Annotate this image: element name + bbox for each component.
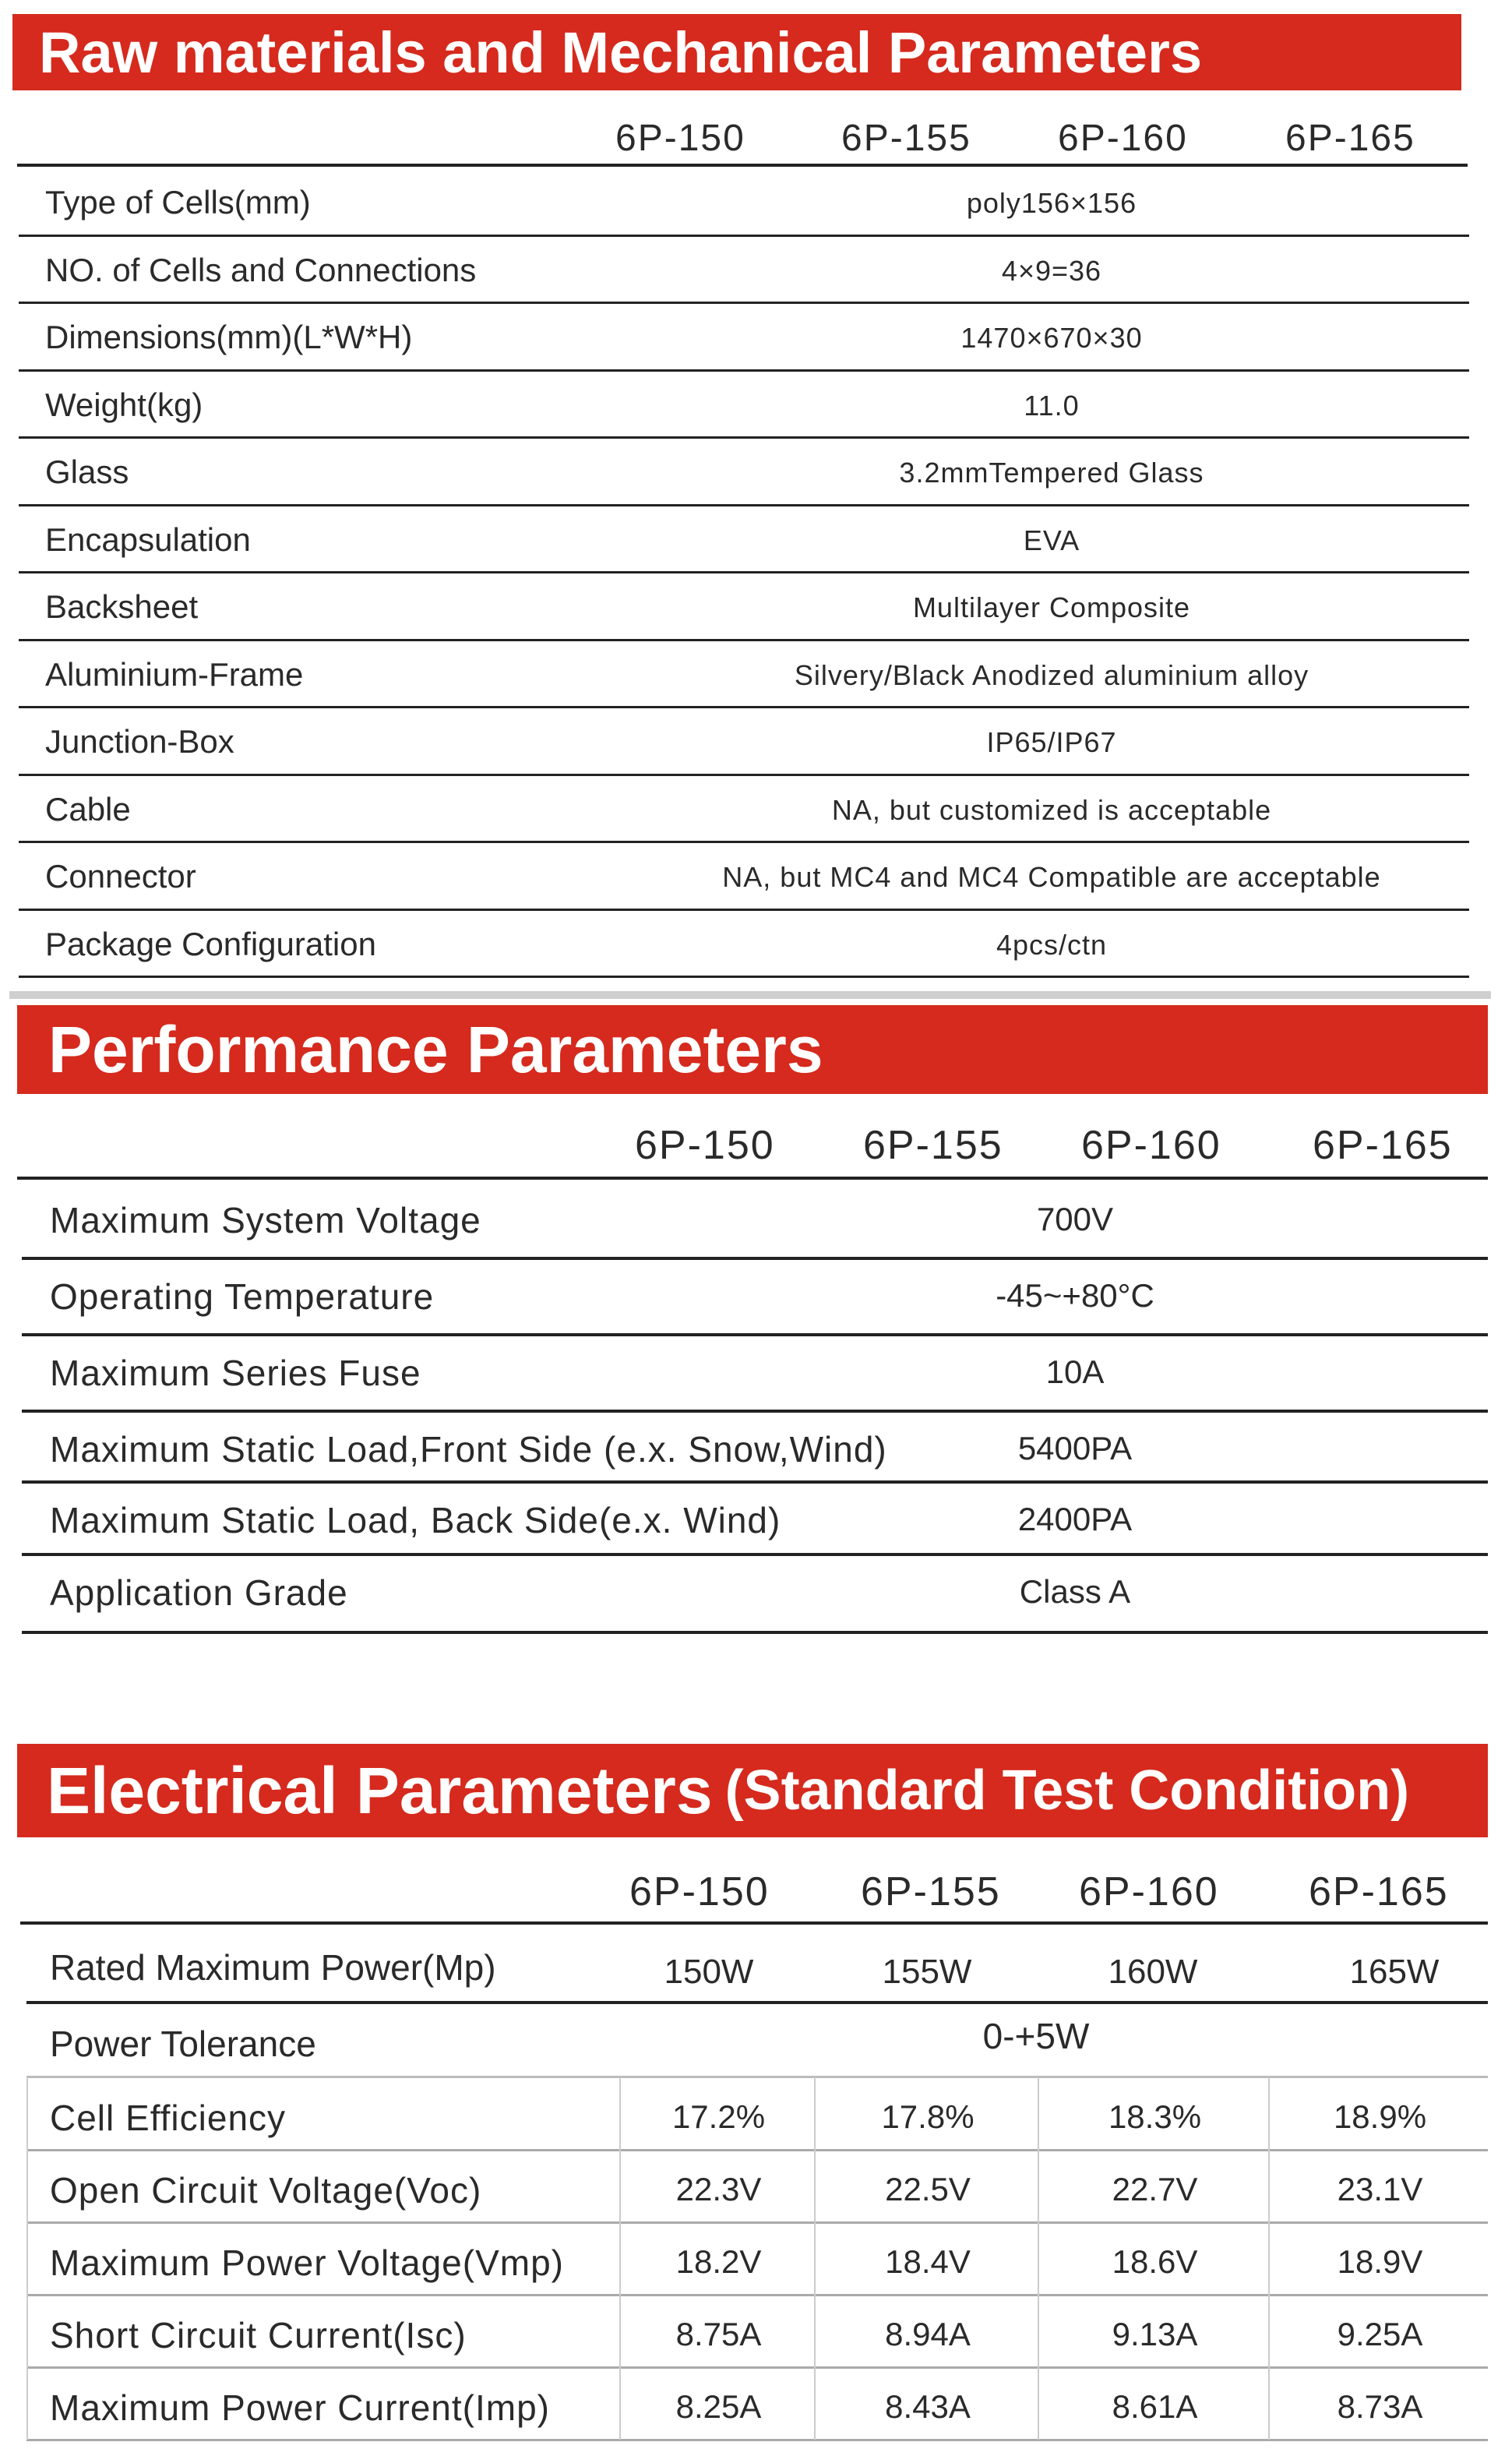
raw-row-label: Glass	[45, 453, 129, 490]
elec-row-value: 22.3V	[675, 2171, 762, 2207]
raw-row-rule	[19, 571, 1469, 573]
electrical-banner	[17, 1744, 1488, 1837]
raw-row-value: IP65/IP67	[986, 726, 1117, 758]
elec-row-label: Maximum Power Voltage(Vmp)	[50, 2243, 564, 2283]
perf-row-value: Class A	[1019, 1573, 1131, 1610]
raw-header-rule	[17, 164, 1468, 167]
power-tolerance-value: 0-+5W	[982, 2016, 1090, 2056]
elec-grid-divider	[1038, 2077, 1039, 2440]
rated-power-value-3: 160W	[1108, 1953, 1198, 1991]
elec-row-value: 18.3%	[1108, 2098, 1202, 2135]
elec-grid-divider	[619, 2077, 621, 2440]
elec-row-value: 8.73A	[1337, 2388, 1423, 2425]
perf-header-model-2: 6P-155	[863, 1123, 1003, 1168]
raw-header-model-4: 6P-165	[1285, 118, 1415, 159]
section-divider	[9, 991, 1491, 999]
raw-row-value: Silvery/Black Anodized aluminium alloy	[794, 658, 1309, 691]
perf-header-model-1: 6P-150	[635, 1123, 775, 1168]
raw-row-label: Junction-Box	[45, 723, 234, 760]
perf-row-value: 5400PA	[1017, 1430, 1133, 1466]
raw-row-label: Backsheet	[45, 588, 199, 625]
elec-row-value: 22.5V	[885, 2171, 971, 2207]
raw-row-rule	[19, 639, 1469, 641]
elec-header-model-4: 6P-165	[1309, 1869, 1449, 1914]
elec-row-value: 8.94A	[885, 2316, 971, 2352]
raw-row-label: Aluminium-Frame	[45, 655, 304, 693]
perf-row-rule	[22, 1410, 1488, 1413]
elec-row-value: 9.13A	[1112, 2316, 1198, 2352]
electrical-subtitle: (Standard Test Condition)	[724, 1759, 1410, 1822]
raw-row-value: 4×9=36	[1001, 254, 1102, 287]
perf-row-rule	[22, 1333, 1488, 1336]
raw-row-rule	[19, 706, 1469, 708]
electrical-title: Electrical Parameters	[47, 1753, 713, 1827]
raw-row-value: 4pcs/ctn	[996, 928, 1108, 961]
elec-row-label: Short Circuit Current(Isc)	[50, 2315, 467, 2355]
raw-row-value: poly156×156	[966, 187, 1137, 219]
raw-row-rule	[19, 302, 1469, 304]
raw-row-label: Weight(kg)	[45, 386, 203, 423]
performance-title: Performance Parameters	[48, 1012, 823, 1086]
rated-power-value-4: 165W	[1349, 1953, 1440, 1991]
raw-row-rule	[19, 504, 1469, 506]
raw-row-label: Connector	[45, 858, 196, 895]
rated-power-rule	[26, 2001, 1488, 2004]
perf-header-model-3: 6P-160	[1081, 1123, 1221, 1168]
elec-row-value: 8.43A	[885, 2388, 971, 2425]
perf-row-label: Maximum Static Load,Front Side (e.x. Snow,Wind)	[50, 1429, 887, 1470]
raw-header-model-3: 6P-160	[1058, 118, 1188, 159]
perf-row-label: Maximum Series Fuse	[50, 1353, 421, 1393]
raw-materials-banner	[12, 14, 1461, 90]
elec-row-value: 18.9%	[1333, 2098, 1427, 2135]
rated-power-label: Rated Maximum Power(Mp)	[50, 1947, 496, 1988]
elec-row-label: Cell Efficiency	[50, 2098, 287, 2138]
elec-row-label: Maximum Power Current(Imp)	[50, 2387, 550, 2428]
power-tolerance-label: Power Tolerance	[50, 2024, 316, 2064]
raw-row-rule	[19, 369, 1469, 372]
perf-row-label: Operating Temperature	[50, 1276, 435, 1317]
elec-row-value: 8.75A	[675, 2316, 762, 2352]
perf-row-label: Maximum Static Load, Back Side(e.x. Wind)	[50, 1500, 781, 1540]
elec-row-value: 8.61A	[1112, 2388, 1198, 2425]
perf-row-value: -45~+80°C	[996, 1277, 1154, 1314]
raw-row-rule	[19, 909, 1469, 911]
raw-row-rule	[19, 235, 1469, 237]
raw-row-label: Dimensions(mm)(L*W*H)	[45, 319, 413, 355]
elec-header-rule	[20, 1921, 1488, 1925]
elec-grid-divider	[1268, 2077, 1270, 2440]
rated-power-value-1: 150W	[664, 1953, 754, 1991]
raw-row-label: Type of Cells(mm)	[45, 184, 311, 221]
perf-row-rule	[22, 1480, 1488, 1484]
elec-row-value: 18.9V	[1337, 2243, 1423, 2280]
perf-row-rule	[22, 1631, 1488, 1634]
raw-row-rule	[19, 774, 1469, 776]
raw-row-value: Multilayer Composite	[912, 591, 1191, 623]
raw-row-value: NA, but MC4 and MC4 Compatible are acceptable	[722, 861, 1381, 893]
raw-row-label: Encapsulation	[45, 521, 251, 558]
raw-row-rule	[19, 436, 1469, 439]
raw-row-label: NO. of Cells and Connections	[45, 251, 477, 288]
raw-row-label: Package Configuration	[45, 925, 376, 962]
perf-row-label: Maximum System Voltage	[50, 1200, 481, 1240]
elec-header-model-2: 6P-155	[861, 1869, 1001, 1914]
perf-row-rule	[22, 1553, 1488, 1556]
raw-materials-title: Raw materials and Mechanical Parameters	[39, 19, 1203, 85]
raw-row-value: 11.0	[1024, 389, 1080, 422]
elec-row-value: 17.2%	[671, 2098, 766, 2135]
perf-header-rule	[17, 1177, 1488, 1180]
elec-header-model-3: 6P-160	[1079, 1869, 1219, 1914]
raw-row-value: EVA	[1023, 524, 1080, 556]
elec-row-value: 18.6V	[1112, 2243, 1198, 2280]
perf-row-value: 700V	[1036, 1201, 1114, 1237]
raw-header-model-1: 6P-150	[615, 118, 745, 159]
perf-row-value: 2400PA	[1017, 1501, 1133, 1537]
elec-row-value: 23.1V	[1337, 2171, 1423, 2207]
raw-header-model-2: 6P-155	[841, 118, 971, 159]
perf-header-model-4: 6P-165	[1313, 1123, 1453, 1168]
raw-row-value: NA, but customized is acceptable	[831, 793, 1272, 826]
performance-banner	[17, 1005, 1488, 1094]
elec-grid-divider	[26, 2077, 28, 2440]
raw-row-rule	[19, 841, 1469, 843]
raw-row-rule	[19, 976, 1469, 978]
elec-row-value: 8.25A	[675, 2388, 762, 2425]
elec-row-value: 18.2V	[675, 2243, 762, 2280]
elec-row-value: 9.25A	[1337, 2316, 1423, 2352]
perf-row-rule	[22, 1257, 1488, 1260]
perf-row-label: Application Grade	[50, 1572, 348, 1613]
raw-row-value: 3.2mmTempered Glass	[899, 457, 1204, 489]
raw-row-value: 1470×670×30	[960, 322, 1143, 354]
rated-power-value-2: 155W	[882, 1953, 972, 1991]
elec-row-label: Open Circuit Voltage(Voc)	[50, 2170, 482, 2211]
elec-row-value: 22.7V	[1112, 2171, 1198, 2207]
perf-row-value: 10A	[1045, 1353, 1105, 1390]
raw-row-label: Cable	[45, 790, 131, 828]
elec-row-value: 17.8%	[881, 2098, 975, 2135]
elec-grid-divider	[814, 2077, 816, 2440]
elec-row-value: 18.4V	[885, 2243, 971, 2280]
elec-header-model-1: 6P-150	[629, 1869, 770, 1914]
